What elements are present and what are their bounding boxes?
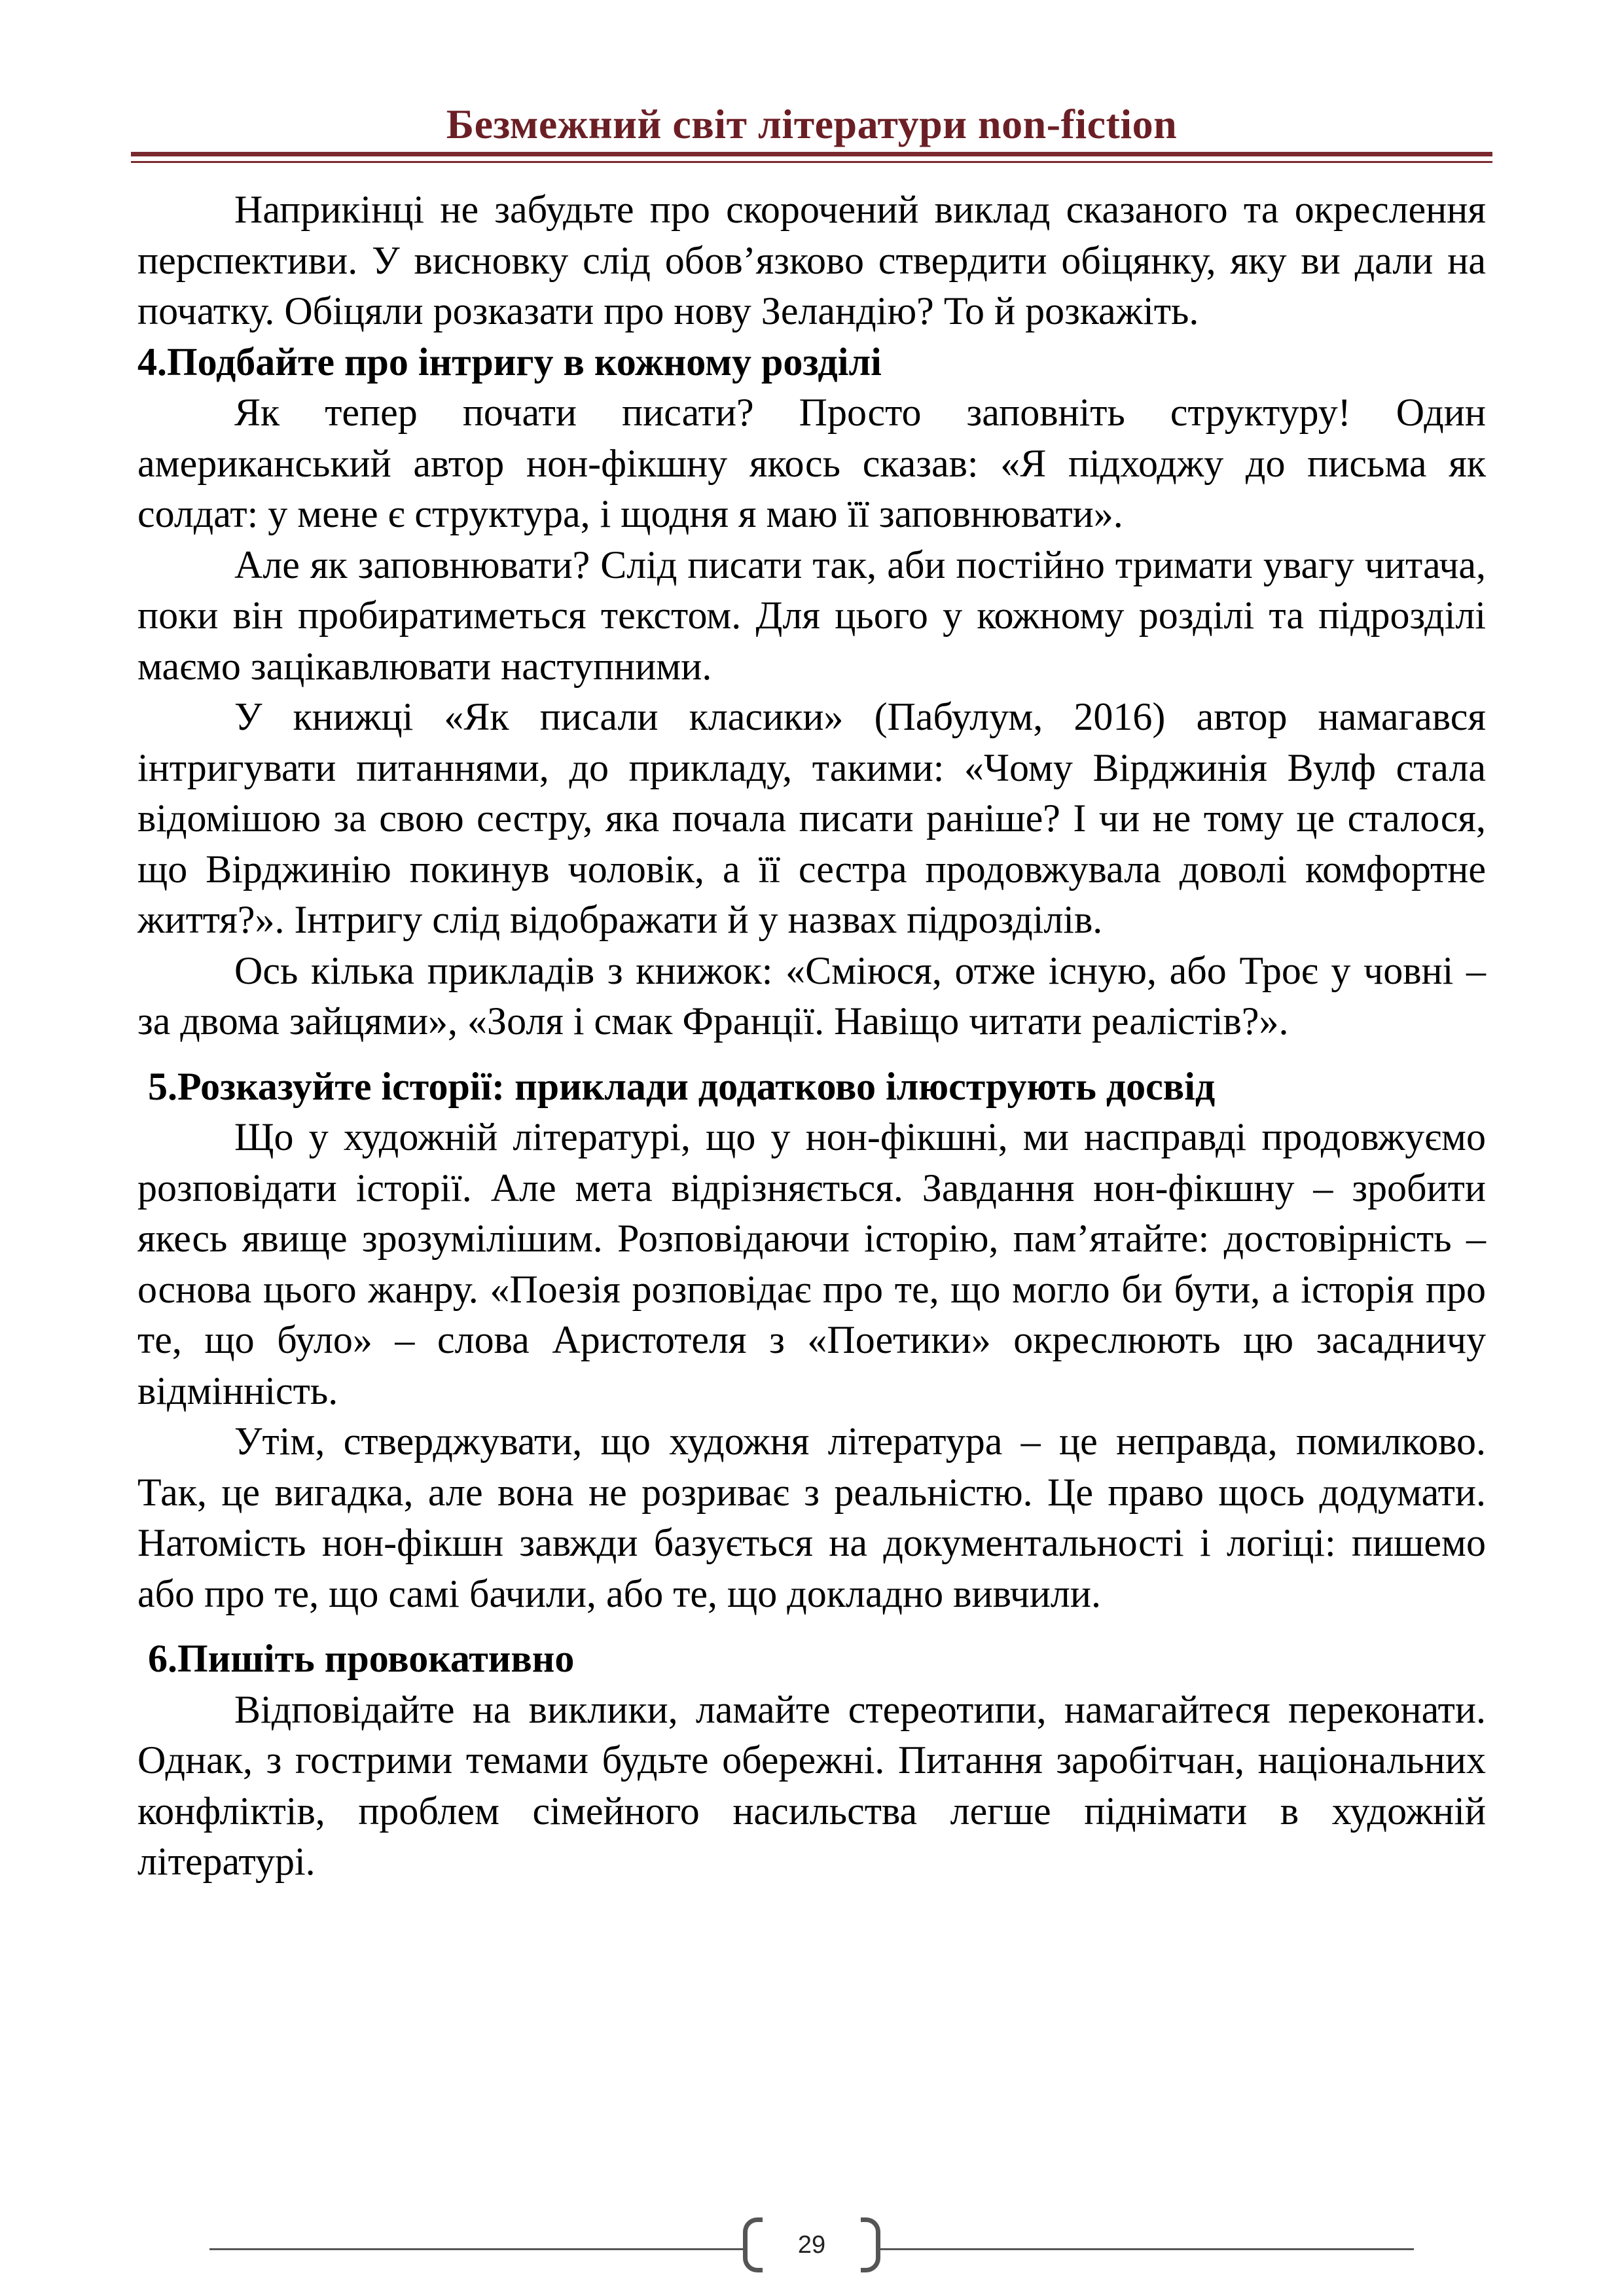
paragraph-conclusion: Наприкінці не забудьте про скорочений виклад сказаного та окреслення перспективи. У висновку слід обов’язково ствердити обіцянку, яку ви дали на початку. Обіцяли розказати про нову Зеландію? То й розкажіть.	[137, 188, 1486, 332]
footer-bracket-left	[743, 2217, 763, 2272]
section-heading-4: 4.Подбайте про інтригу в кожному розділі	[137, 340, 882, 384]
footer-line-left	[209, 2248, 746, 2250]
paragraph-book-examples: Ось кілька прикладів з книжок: «Сміюся, отже існую, або Троє у човні – за двома зайцями», «Золя і смак Франції. Навіщо читати реалістів?».	[137, 948, 1486, 1043]
paragraph-stories: Що у художній літературі, що у нон-фікшні, ми насправді продовжуємо розповідати історії. Але мета відрізняється. Завдання нон-фікшну – зробити якесь явище зрозумілішим. Розповідаючи історію, пам’ятайте: достовірність – основа цього жанру. «Поезія розповідає про те, що могло би бути, а історія про те, що було» – слова Аристотеля з «Поетики» окреслюють цю засадничу відмінність.	[137, 1115, 1486, 1412]
footer-line-right	[877, 2248, 1414, 2250]
paragraph-fiction-truth: Утім, стверджувати, що художня література – це неправда, помилково. Так, це вигадка, але вона не розриває з реальністю. Це право щось додумати. Натомість нон-фікшн завжди базується на документальності і логіці: пишемо або про те, що самі бачили, або те, що докладно вивчили.	[137, 1420, 1486, 1615]
footer-bracket-right	[861, 2217, 880, 2272]
paragraph-structure: Як тепер почати писати? Просто заповніть структуру! Один американський автор нон-фікшну якось сказав: «Я підходжу до письма як солдат: у мене є структура, і щодня я маю її заповнювати».	[137, 391, 1486, 535]
page-number: 29	[797, 2231, 826, 2259]
page-header	[131, 98, 1492, 151]
section-heading-5: 5.Розказуйте історії: приклади додатково ілюструють досвід	[148, 1064, 1216, 1108]
header-rule-thick	[131, 152, 1492, 156]
header-rule-thin	[131, 161, 1492, 163]
paragraph-provocative: Відповідайте на виклики, ламайте стереотипи, намагайтеся переконати. Однак, з гострими темами будьте обережні. Питання заробітчан, національних конфліктів, проблем сімейного насильства легше піднімати в художній літературі.	[137, 1687, 1486, 1883]
paragraph-attention: Але як заповнювати? Слід писати так, аби постійно тримати увагу читача, поки він пробиратиметься текстом. Для цього у кожному розділі та підрозділі маємо зацікавлювати наступними.	[137, 543, 1486, 688]
page-body	[137, 185, 1486, 1888]
header-title: Безмежний світ літератури non-fiction	[446, 101, 1178, 147]
paragraph-classics-example: У книжці «Як писали класики» (Пабулум, 2016) автор намагався інтригувати питаннями, до прикладу, такими: «Чому Вірджинія Вулф стала відомішою за свою сестру, яка почала писати раніше? І чи не тому це сталося, що Вірджинію покинув чоловік, а її сестра продовжувала доволі комфортне життя?». Інтригу слід відображати й у назвах підрозділів.	[137, 695, 1486, 941]
page-footer	[209, 2212, 1414, 2284]
section-heading-6: 6.Пишіть провокативно	[148, 1637, 575, 1680]
